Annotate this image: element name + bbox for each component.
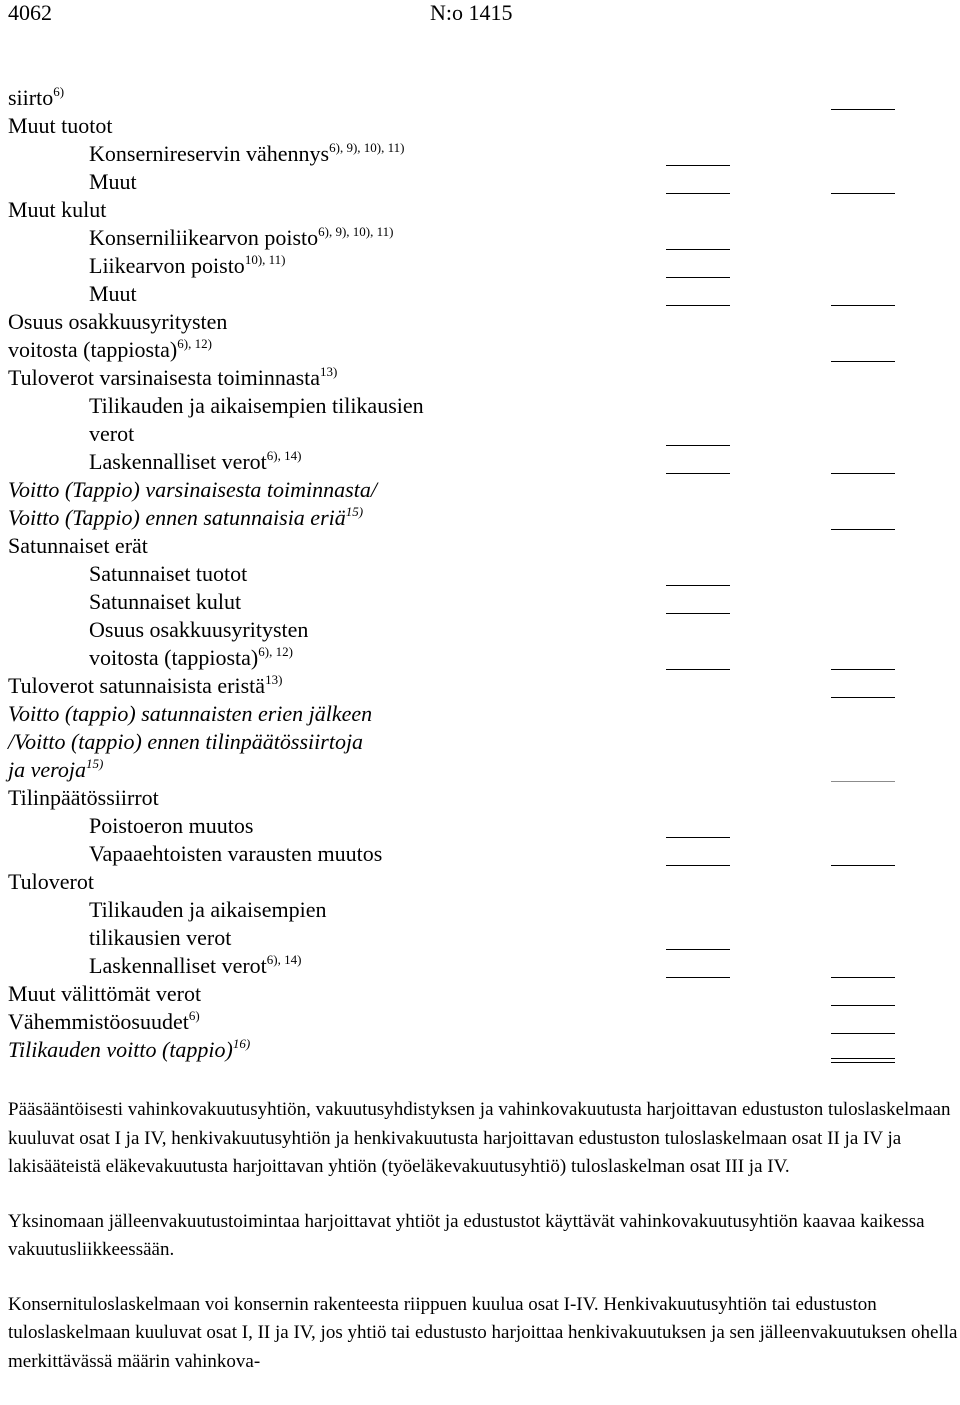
amount-line-col2 <box>831 781 895 782</box>
row-label-text: Satunnaiset kulut <box>89 589 242 614</box>
amount-line-col2 <box>831 697 895 698</box>
footnote-ref: 13) <box>265 672 283 687</box>
statement-row <box>0 448 960 476</box>
statement-row <box>0 560 960 588</box>
amount-line-col1 <box>666 305 730 306</box>
row-label-text: Muut välittömät verot <box>8 981 202 1006</box>
amount-line-col2 <box>831 109 895 110</box>
statement-row <box>0 812 960 840</box>
row-label <box>89 140 404 168</box>
row-label <box>8 868 94 896</box>
row-label-text: Muut <box>89 281 137 306</box>
statement-row <box>0 252 960 280</box>
amount-line-col1 <box>666 445 730 446</box>
row-label-text: Liikearvon poisto <box>89 253 245 278</box>
amount-line-col2 <box>831 193 895 194</box>
statement-row <box>0 840 960 868</box>
income-statement-rows <box>0 84 960 1064</box>
row-label <box>8 532 148 560</box>
amount-line-col2 <box>831 473 895 474</box>
statement-row <box>0 168 960 196</box>
row-label <box>89 168 137 196</box>
amount-line-col1 <box>666 837 730 838</box>
statement-row <box>0 924 960 952</box>
law-number: N:o 1415 <box>430 0 513 25</box>
statement-row <box>0 1008 960 1036</box>
row-label-text: Laskennalliset verot <box>89 449 267 474</box>
amount-line-col1 <box>666 613 730 614</box>
footnote-ref: 6), 14) <box>266 448 302 463</box>
statement-row <box>0 196 960 224</box>
row-label-text: siirto <box>8 85 54 110</box>
statement-row <box>0 140 960 168</box>
row-label-text: Tilikauden voitto (tappio) <box>8 1037 233 1062</box>
statement-row <box>0 112 960 140</box>
row-label-text: Tilikauden ja aikaisempien tilikausien <box>89 393 424 418</box>
row-label-text: Satunnaiset tuotot <box>89 561 248 586</box>
statement-row <box>0 700 960 728</box>
footnote-ref: 6), 12) <box>177 336 212 351</box>
amount-line-col1 <box>666 473 730 474</box>
amount-line-col1 <box>666 165 730 166</box>
statement-row <box>0 756 960 784</box>
amount-line-col1 <box>666 865 730 866</box>
explanatory-text <box>8 1096 958 1402</box>
amount-line-col1 <box>666 949 730 950</box>
row-label <box>89 644 293 672</box>
row-label <box>89 560 247 588</box>
statement-row <box>0 1036 960 1064</box>
statement-row <box>0 868 960 896</box>
row-label <box>8 504 363 532</box>
amount-line-col1 <box>666 249 730 250</box>
statement-row <box>0 616 960 644</box>
row-label <box>89 588 241 616</box>
statement-row <box>0 476 960 504</box>
statement-row <box>0 672 960 700</box>
amount-line-col1 <box>666 277 730 278</box>
statement-row <box>0 420 960 448</box>
statement-row <box>0 980 960 1008</box>
row-label <box>89 448 301 476</box>
amount-line-col1 <box>666 193 730 194</box>
row-label <box>8 112 113 140</box>
row-label <box>8 1008 200 1036</box>
statement-row <box>0 224 960 252</box>
statement-row <box>0 308 960 336</box>
amount-line-col2 <box>831 1005 895 1006</box>
statement-row <box>0 532 960 560</box>
statement-row <box>0 728 960 756</box>
row-label <box>89 420 134 448</box>
row-label-text: Muut tuotot <box>8 113 113 138</box>
row-label <box>8 336 212 364</box>
row-label-text: Voitto (Tappio) varsinaisesta toiminnasta/ <box>8 477 377 502</box>
amount-line-col2 <box>831 361 895 362</box>
row-label <box>8 700 372 728</box>
amount-line-col1 <box>666 669 730 670</box>
row-label-text: Tilikauden ja aikaisempien <box>89 897 327 922</box>
row-label <box>89 896 326 924</box>
statement-row <box>0 588 960 616</box>
row-label <box>8 756 103 784</box>
page-number: 4062 <box>8 0 52 25</box>
row-label-text: verot <box>89 421 135 446</box>
paragraph: Yksinomaan jälleenvakuutustoimintaa harjoittavat yhtiöt ja edustustot käyttävät vahinkovakuutusyhtiön kaavaa kaikessa vakuutusliikkeessään. <box>8 1210 925 1260</box>
amount-line-col2 <box>831 865 895 866</box>
amount-line-col2 <box>831 669 895 670</box>
row-label-text: Konsernireservin vähennys <box>89 141 330 166</box>
row-label-text: voitosta (tappiosta) <box>89 645 259 670</box>
footnote-ref: 16) <box>232 1036 251 1051</box>
amount-line-col2 <box>831 1033 895 1034</box>
footnote-ref: 6), 9), 10), 11) <box>318 224 394 239</box>
row-label <box>89 252 286 280</box>
row-label <box>8 728 363 756</box>
statement-row <box>0 504 960 532</box>
footnote-ref: 6) <box>53 84 65 99</box>
footnote-ref: 6) <box>188 1008 200 1023</box>
row-label <box>8 672 282 700</box>
row-label <box>8 308 227 336</box>
row-label-text: Poistoeron muutos <box>89 813 254 838</box>
statement-row <box>0 896 960 924</box>
footnote-ref: 15) <box>86 756 104 771</box>
row-label-text: tilikausien verot <box>89 925 232 950</box>
row-label-text: Satunnaiset erät <box>8 533 148 558</box>
amount-line-col2 <box>831 529 895 530</box>
row-label-text: Muut kulut <box>8 197 107 222</box>
row-label-text: Osuus osakkuusyritysten <box>8 309 228 334</box>
row-label <box>89 224 393 252</box>
row-label-text: /Voitto (tappio) ennen tilinpäätössiirtoja <box>8 729 364 754</box>
footnote-ref: 15) <box>345 504 364 519</box>
row-label-text: voitosta (tappiosta) <box>8 337 178 362</box>
footnote-ref: 10), 11) <box>244 252 286 267</box>
footnote-ref: 6), 9), 10), 11) <box>329 140 405 155</box>
amount-line-col1 <box>666 585 730 586</box>
row-label-text: Muut <box>89 169 137 194</box>
row-label <box>8 784 159 812</box>
statement-row <box>0 336 960 364</box>
row-label-text: Tilinpäätössiirrot <box>8 785 159 810</box>
row-label-text: Konserniliikearvon poisto <box>89 225 319 250</box>
row-label-text: Tuloverot varsinaisesta toiminnasta <box>8 365 321 390</box>
statement-row <box>0 392 960 420</box>
statement-row <box>0 784 960 812</box>
amount-line-col1 <box>666 977 730 978</box>
statement-row <box>0 84 960 112</box>
row-label <box>8 980 201 1008</box>
row-label <box>8 476 377 504</box>
row-label-text: Laskennalliset verot <box>89 953 267 978</box>
row-label <box>8 364 337 392</box>
amount-line-col2 <box>831 305 895 306</box>
statement-row <box>0 952 960 980</box>
footnote-ref: 13) <box>320 364 338 379</box>
row-label <box>8 196 106 224</box>
row-label <box>89 392 424 420</box>
statement-row <box>0 644 960 672</box>
statement-row <box>0 364 960 392</box>
row-label-text: Voitto (Tappio) ennen satunnaisia eriä <box>8 505 346 530</box>
row-label-text: Tuloverot satunnaisista eristä <box>8 673 266 698</box>
row-label <box>89 812 253 840</box>
paragraph: Konsernituloslaskelmaan voi konsernin rakenteesta riippuen kuulua osat I-IV. Henkivakuutusyhtiön tai edustuston tuloslaskelmaan kuuluvat osat I, II ja IV, jos yhtiö tai edustusto harjoittaa henkivakuutuksen ja sen jälleenvakuutuksen ohella merkittävässä määrin vahinkova- <box>8 1293 958 1372</box>
row-label-text: Osuus osakkuusyritysten <box>89 617 309 642</box>
row-label-text: Vähemmistöosuudet <box>8 1009 189 1034</box>
amount-line-col2 <box>831 1058 895 1063</box>
row-label <box>89 952 301 980</box>
row-label <box>8 84 64 112</box>
statement-row <box>0 280 960 308</box>
row-label <box>89 616 308 644</box>
row-label <box>89 280 137 308</box>
row-label-text: Tuloverot <box>8 869 94 894</box>
paragraph: Pääsääntöisesti vahinkovakuutusyhtiön, vakuutusyhdistyksen ja vahinkovakuutusta harjoittavan edustuston tuloslaskelmaan kuuluvat osat I ja IV, henkivakuutusyhtiön ja henkivakuutusta harjoittavan edustuston tuloslaskelmaan osat II ja IV ja lakisääteistä eläkevakuutusta harjoittavan yhtiön (työeläkevakuutusyhtiö) tuloslaskelman osat III ja IV. <box>8 1099 951 1177</box>
amount-line-col2 <box>831 977 895 978</box>
row-label <box>89 924 231 952</box>
footnote-ref: 6), 14) <box>266 952 302 967</box>
footnote-ref: 6), 12) <box>258 644 293 659</box>
row-label-text: ja veroja <box>8 757 86 782</box>
row-label-text: Voitto (tappio) satunnaisten erien jälkeen <box>8 701 373 726</box>
page-header <box>0 0 960 28</box>
row-label-text: Vapaaehtoisten varausten muutos <box>89 841 383 866</box>
row-label <box>89 840 382 868</box>
row-label <box>8 1036 250 1064</box>
